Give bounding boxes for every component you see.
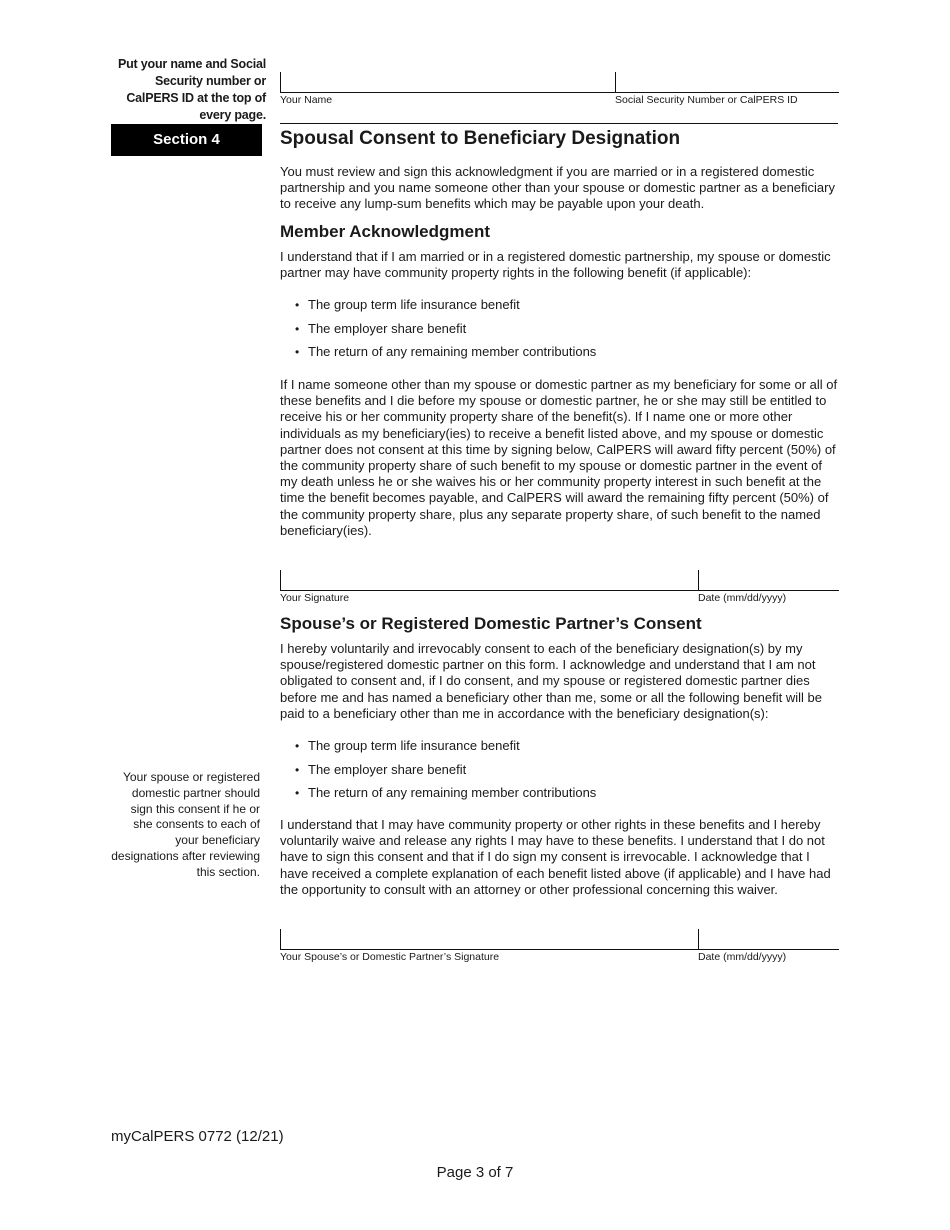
form-id: myCalPERS 0772 (12/21) (111, 1128, 284, 1145)
member-date-label: Date (mm/dd/yyyy) (698, 592, 787, 604)
list-item: • The group term life insurance benefit (280, 297, 840, 321)
member-signature-field[interactable] (280, 570, 699, 591)
spouse-date-label: Date (mm/dd/yyyy) (698, 951, 787, 963)
list-item: • The employer share benefit (280, 762, 840, 786)
list-item: • The return of any remaining member contributions (280, 785, 840, 809)
list-item: • The employer share benefit (280, 321, 840, 345)
spouse-paragraph-1: I hereby voluntarily and irrevocably consent to each of the beneficiary designation(s) by my spouse/registered domestic partner on this form. I acknowledge and understand that I am not obligated to consent and, if I do consent, and my spouse or registered domestic partner dies before me and has named a beneficiary other than me, some or all the following benefit will be paid to a beneficiary other than me in accordance with the beneficiary designation(s): (280, 641, 822, 721)
member-heading: Member Acknowledgment (280, 222, 491, 241)
spouse-date-field[interactable] (698, 929, 839, 950)
member-paragraph-2: If I name someone other than my spouse or domestic partner as my beneficiary for some or all of these benefits and I die before my spouse or domestic partner, he or she may still be entitled to receive his or her community property share of the benefit(s). If I name one or more other individuals as my beneficiary(ies) to receive a benefit listed above, and my spouse or domestic partner does not consent at this time by signing below, CalPERS will award fifty percent (50%) of the community property share of such benefit to my spouse or domestic partner in the event of my death unless he or she waives his or her community property interest in such benefit at the time the benefit becomes payable, and CalPERS will award the remaining fifty percent (50%) of the community property share, plus any separate property share, of such benefit to the named beneficiary(ies). (280, 377, 838, 538)
list-item: • The group term life insurance benefit (280, 738, 840, 762)
spouse-side-note: Your spouse or registered domestic partner should sign this consent if he or she consents to each of your beneficiary designations after reviewing this section. (111, 770, 260, 879)
spouse-signature-field[interactable] (280, 929, 699, 950)
member-signature-label: Your Signature (280, 592, 350, 604)
ssn-field-label: Social Security Number or CalPERS ID (615, 94, 798, 106)
header-instruction: Put your name and Social Security number or CalPERS ID at the top of every page. (117, 57, 266, 122)
list-item: • The return of any remaining member contributions (280, 344, 840, 368)
section-intro: You must review and sign this acknowledgment if you are married or in a registered domestic partnership and you name someone other than your spouse or domestic partner as a beneficiary to receive any lump-sum benefits which may be payable upon your death. (280, 164, 835, 212)
member-paragraph-1: I understand that if I am married or in a registered domestic partnership, my spouse or domestic partner may have community property rights in the following benefit (if applicable): (280, 249, 831, 281)
name-field[interactable] (280, 72, 616, 93)
section-rule (280, 123, 838, 124)
member-benefit-list (280, 297, 840, 368)
section-title: Spousal Consent to Beneficiary Designation (280, 128, 681, 149)
ssn-field[interactable] (615, 72, 839, 93)
name-field-label: Your Name (280, 94, 333, 106)
spouse-signature-label: Your Spouse’s or Domestic Partner’s Signature (280, 951, 500, 963)
spouse-paragraph-2: I understand that I may have community property or other rights in these benefits and I hereby voluntarily waive and release any rights I may have to these benefits. I understand that I do not have to sign this consent and that if I do sign my consent is irrevocable. I acknowledge that I have received a complete explanation of each benefit listed above (if applicable) and I have had the opportunity to consult with an attorney or other professional concerning this waiver. (280, 817, 831, 897)
member-date-field[interactable] (698, 570, 839, 591)
spouse-benefit-list (280, 738, 840, 809)
section-tab: Section 4 (111, 124, 262, 156)
page-number: Page 3 of 7 (436, 1164, 514, 1181)
spouse-heading: Spouse’s or Registered Domestic Partner’s Consent (280, 614, 702, 633)
